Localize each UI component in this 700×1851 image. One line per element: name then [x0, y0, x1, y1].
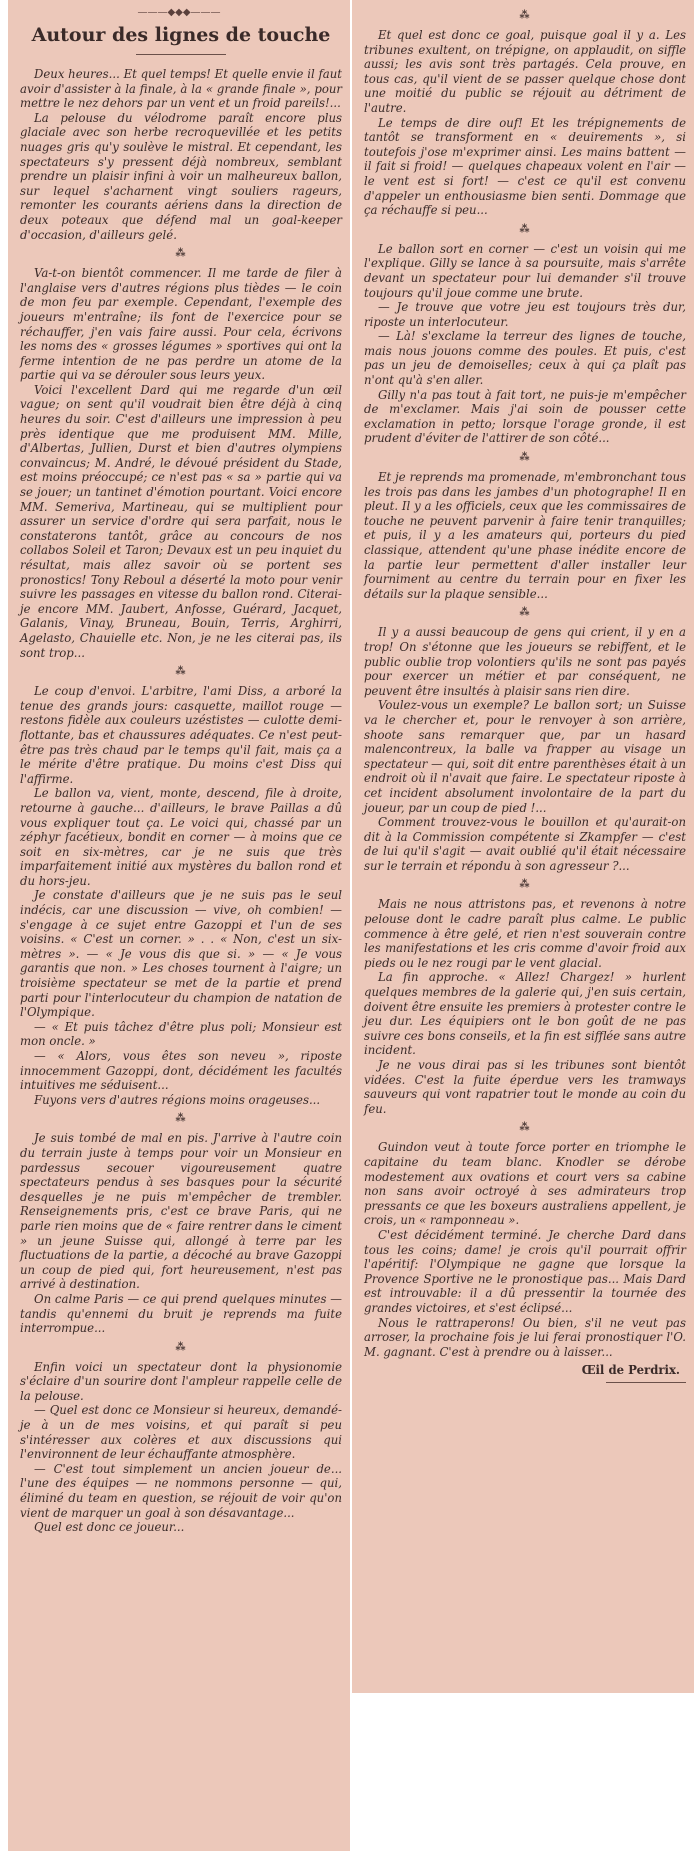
signature: Œil de Perdrix. — [581, 1363, 680, 1378]
paragraph: — Là! s'exclame la terreur des lignes de touche, mais nous jouons comme des poules. Et puis, c'est pas un jeu de demoiselles; ceux à qui ça plaît pas n'ont qu'à s'en aller. — [364, 329, 686, 388]
paragraph: Deux heures... Et quel temps! Et quelle envie il faut avoir d'assister à la finale, à la « grande finale », pour mettre le nez dehors par un vent et un froid pareils!... — [20, 67, 342, 111]
signature-rule — [606, 1382, 686, 1383]
right-column-body — [364, 11, 686, 1359]
paragraph: C'est décidément terminé. Je cherche Dard dans tous les coins; dame! je crois qu'il pourrait offrir l'apéritif: l'Olympique ne gagne que lorsque la Provence Sportive ne le pronostique pas... Mais Dard est introuvable: il a dû pressentir la tournée des grandes victoires, et s'est éclipsé... — [364, 1227, 686, 1315]
paragraph: Il y a aussi beaucoup de gens qui crient, il y en a trop! On s'étonne que les joueurs se rebiffent, et le public oublie trop volontiers qu'ils ne sont pas payés pour exercer un métier et par conséquent, ne peuvent être insultés à plaisir sans rien dire. — [364, 625, 686, 698]
section-separator: ⁂ — [519, 10, 531, 21]
paragraph: Le temps de dire ouf! Et les trépignements de tantôt se transforment en « deuirements », si toutefois j'ose m'exprimer ainsi. Les mains battent — il fait si froid! — quelques chapeaux volent en l'air — le vent est si fort! — c'est ce qu'il est convenu d'appeler un enthousiasme bien senti. Dommage que ça réchauffe si peu... — [364, 115, 686, 218]
paragraph: Le coup d'envoi. L'arbitre, l'ami Diss, a arboré la tenue des grands jours: casquette, maillot rouge — restons fidèle aux couleurs uzéstistes — culotte demi-flottante, bas et chaussures adéquates. Ce n'est peut-être pas très chaud par le temps qu'il fait, mais ça a le mérite d'être pratique. Du moins c'est Diss qui l'affirme. — [20, 684, 342, 786]
paragraph: Le ballon sort en corner — c'est un voisin qui me l'explique. Gilly se lance à sa poursuite, mais s'arrête devant un spectateur pour lui demander s'il trouve toujours qu'il joue comme une brute. — [364, 241, 686, 300]
paragraph: Fuyons vers d'autres régions moins orageuses... — [34, 1092, 321, 1107]
paragraph: Comment trouvez-vous le bouillon et qu'aurait-on dit à la Commission compétente si Zkampfer — c'est de lui qu'il s'agit — avait oublié qu'il était nécessaire sur le terrain et répondu à son agresseur ?... — [364, 815, 686, 873]
paragraph: Et quel est donc ce goal, puisque goal il y a. Les tribunes exultent, on trépigne, on applaudit, on siffle aussi; les avis sont très partagés. Cela prouve, en tous cas, qu'il vient de se passer quelque chose dont une moitié du public se réjouit au détriment de l'autre. — [364, 28, 686, 115]
paragraph: Je suis tombé de mal en pis. J'arrive à l'autre coin du terrain juste à temps pour voir un Monsieur en pardessus secouer vigoureusement quatre spectateurs pendus à ses basques pour la sécurité desquelles je ne puis m'empêcher de trembler. Renseignements pris, c'est ce brave Paris, qui ne parle rien moins que de « faire rentrer dans le ciment » un jeune Suisse qui, allongé à terre par les fluctuations de la partie, a décoché au brave Gazoppi un coup de pied qui, fort heureusement, n'est pas arrivé à destination. — [20, 1131, 342, 1292]
paragraph: Mais ne nous attristons pas, et revenons à notre pelouse dont le cadre paraît plus calme. Le public commence à être gelé, et rien n'est souverain contre les manifestations et les cris comme d'avoir froid aux pieds ou le nez rougi par le vent glacial. — [364, 897, 686, 970]
paragraph: Nous le rattraperons! Ou bien, s'il ne veut pas arroser, la prochaine fois je lui ferai pronostiquer l'O. M. gagnant. C'est à prendre ou à laisser... — [364, 1315, 686, 1359]
paragraph: — « Alors, vous êtes son neveu », riposte innocemment Gazoppi, dont, décidément les facultés intuitives me séduisent... — [20, 1049, 342, 1093]
section-separator: ⁂ — [519, 879, 531, 891]
paragraph: Gilly n'a pas tout à fait tort, ne puis-je m'empêcher de m'exclamer. Mais j'ai soin de pousser cette exclamation in petto; lorsque l'orage gronde, il est prudent d'éviter de l'attirer de son côté... — [364, 387, 686, 446]
paragraph: Enfin voici un spectateur dont la physionomie s'éclaire d'un sourire dont l'ampleur rappelle celle de la pelouse. — [20, 1359, 342, 1403]
section-separator: ⁂ — [175, 1341, 187, 1353]
paragraph: Voici l'excellent Dard qui me regarde d'un œil vague; on sent qu'il voudrait bien être déjà à cinq heures du soir. C'est d'ailleurs une impression à peu près identique que me produisent MM. Mille, d'Albertas, Jullien, Durst et bien d'autres olympiens convaincus; M. André, le dévoué président du Stade, est moins préoccupé; ce n'est pas « sa » partie qui va se jouer; un tantinet d'émotion pourtant. Voici encore MM. Semeriva, Martineau, qui se multiplient pour assurer un service d'ordre qui sera parfait, nous le constaterons tantôt, grâce au concours de nos collabos Soleil et Taron; Devaux est un peu inquiet du résultat, mais allez savoir où se portent ses pronostics! Tony Reboul a déserté la moto pour venir suivre les passages en vitesse du ballon rond. Citerai-je encore MM. Jaubert, Anfosse, Guérard, Jacquet, Galanis, Vinay, Bruneau, Bouin, Terris, Arghirri, Agelasto, Chauielle etc. Non, je ne les citerai pas, ils sont trop... — [20, 382, 342, 660]
section-separator: ⁂ — [175, 1113, 187, 1125]
paragraph: La fin approche. « Allez! Chargez! » hurlent quelques membres de la galerie qui, j'en suis certain, doivent être ensuite les premiers à protester contre le jeu dur. Les équipiers ont le bon goût de ne pas suivre ces bons conseils, et la fin est sifflée sans autre incident. — [364, 970, 686, 1058]
paragraph: — Je trouve que votre jeu est toujours très dur, riposte un interlocuteur. — [364, 300, 686, 329]
paragraph: Va-t-on bientôt commencer. Il me tarde de filer à l'anglaise vers d'autres régions plus tièdes — le coin de mon feu par exemple. Cependant, l'exemple des joueurs m'entraîne; ils font de l'exercice pour se réchauffer, j'en vais faire aussi. Pour cela, écrivons les noms des « grosses légumes » sportives qui ont la ferme intention de ne pas perdre un atome de la partie qui va se dérouler sous leurs yeux. — [20, 266, 342, 383]
paragraph: Je ne vous dirai pas si les tribunes sont bientôt vidées. C'est la fuite éperdue vers les tramways sauveurs qui vont rapatrier tout le monde au coin du feu. — [364, 1058, 686, 1116]
section-separator: ⁂ — [519, 1122, 531, 1134]
left-column-body — [20, 67, 342, 1535]
article-title: Autour des lignes de touche — [31, 24, 331, 46]
paragraph: Guindon veut à toute force porter en triomphe le capitaine du team blanc. Knodler se dérobe modestement aux ovations et court vers sa cabine non sans avoir octroyé à ses admirateurs trop pressants ce que les boxeurs australiens appellent, je crois, un « ramponneau ». — [364, 1140, 686, 1228]
paragraph: — « Et puis tâchez d'être plus poli; Monsieur est mon oncle. » — [20, 1019, 342, 1049]
section-separator: ⁂ — [519, 223, 531, 235]
section-separator: ⁂ — [175, 248, 187, 260]
section-separator: ⁂ — [175, 666, 187, 678]
section-separator: ⁂ — [519, 452, 531, 464]
left-column — [8, 0, 350, 1851]
paragraph: — Quel est donc ce Monsieur si heureux, demandé-je à un de mes voisins, et qui paraît si peu s'intéresser aux colères et aux discussions qui l'environnent de leur échauffante atmosphère. — [20, 1403, 342, 1462]
paragraph: Quel est donc ce joueur... — [34, 1520, 185, 1535]
paragraph: Et je reprends ma promenade, m'embronchant tous les trois pas dans les jambes d'un photographe! Il en pleut. Il y a les officiels, ceux que les commissaires de touche ne peuvent parvenir à faire tenir tranquilles; et puis, il y a les amateurs qui, porteurs du pied classique, attendent qu'une phase inédite encore de la partie leur permettent d'aller installer leur fourniment au centre du terrain pour en fixer les détails sur la plaque sensible... — [364, 470, 686, 601]
paragraph: Voulez-vous un exemple? Le ballon sort; un Suisse va le chercher et, pour le renvoyer à son arrière, shoote sans remarquer que, par un hasard malencontreux, la balle va frapper au visage un spectateur — qui, soit dit entre parenthèses était à un endroit où il n'avait que faire. Le spectateur riposte à cet incident absolument involontaire de la part du joueur, par un coup de pied !... — [364, 698, 686, 815]
paragraph: Je constate d'ailleurs que je ne suis pas le seul indécis, car une discussion — vive, oh combien! — s'engage à ce sujet entre Gazoppi et l'un de ses voisins. « C'est un corner. » . . « Non, c'est un six-mètres ». — « Je vous dis que si. » — « Je vous garantis que non. » Les choses tournent à l'aigre; un troisième spectateur se met de la partie et prend parti pour l'interlocuteur du champion de natation de l'Olympique. — [20, 888, 342, 1020]
top-ornament: ———◆◆◆——— — [137, 7, 221, 18]
paragraph: Le ballon va, vient, monte, descend, file à droite, retourne à gauche... d'ailleurs, le brave Paillas a dû vous expliquer tout ça. Le voici qui, chassé par un zéphyr facétieux, bondit en corner — à moins que ce soit en six-mètres, car je ne suis que très imparfaitement initié aux mystères du ballon rond et du hors-jeu. — [20, 786, 342, 888]
title-rule — [136, 54, 226, 55]
right-column — [352, 0, 694, 1693]
paragraph: La pelouse du vélodrome paraît encore plus glaciale avec son herbe recroquevillée et les petits nuages gris qu'y soulève le mistral. Et cependant, les spectateurs s'y pressent déjà nombreux, semblant prendre un plaisir infini à voir un malheureux ballon, sur lequel s'acharnent vingt souliers rageurs, remonter les courants aériens dans la direction de deux poteaux que défend mal un goal-keeper d'occasion, d'ailleurs gelé. — [20, 110, 342, 242]
section-separator: ⁂ — [519, 607, 531, 619]
paragraph: — C'est tout simplement un ancien joueur de... l'une des équipes — ne nommons personne — qui, éliminé du team en question, se réjouit de voir qu'on vient de marquer un goal à son désavantage... — [20, 1461, 342, 1520]
paragraph: On calme Paris — ce qui prend quelques minutes — tandis qu'ennemi du bruit je reprends ma fuite interrompue... — [20, 1291, 342, 1336]
